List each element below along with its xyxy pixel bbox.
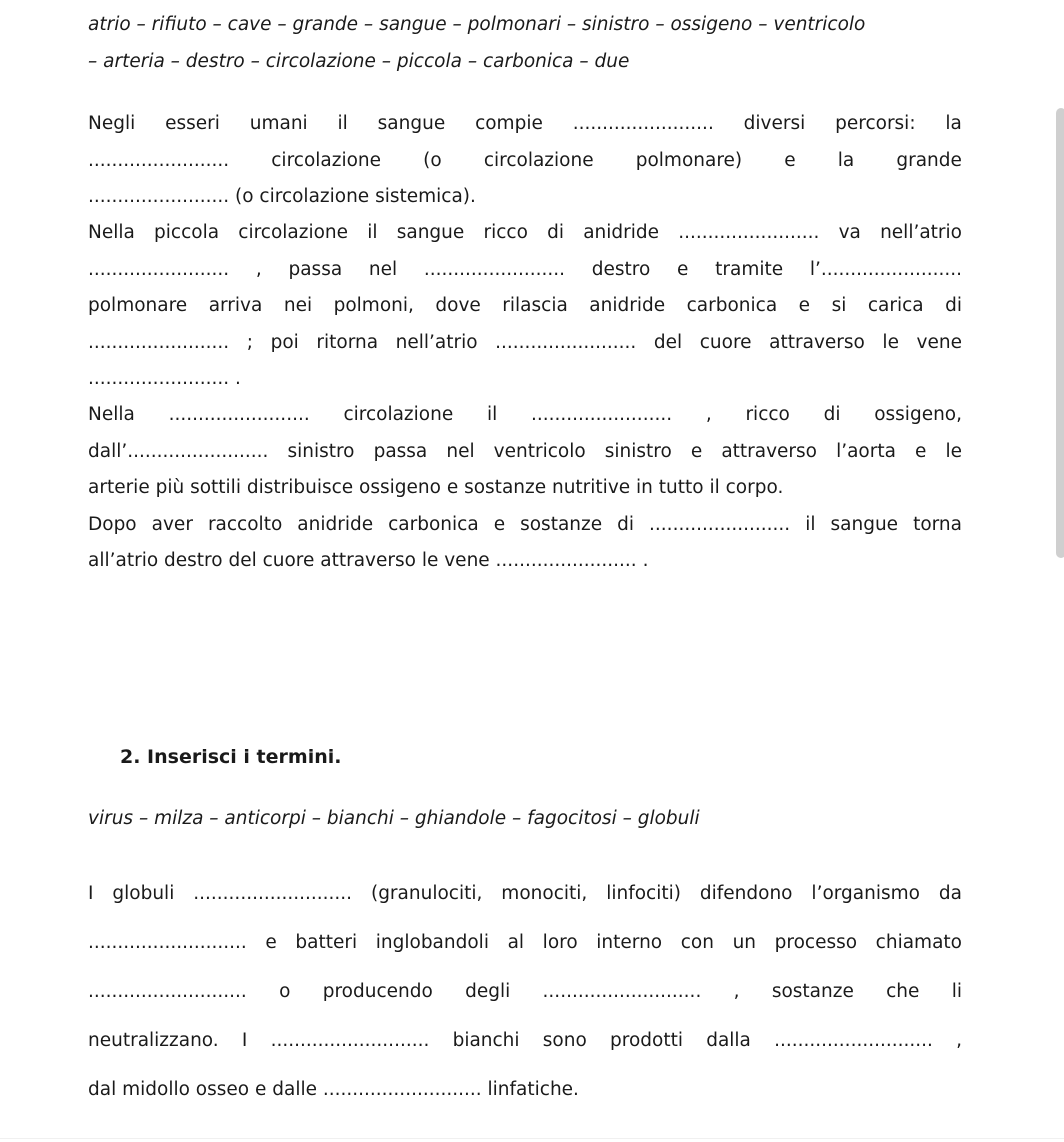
- paragraph3-line-3: arterie più sottili distribuisce ossigeno e sostanze nutritive in tutto il corpo.: [88, 477, 784, 498]
- paragraph2-line-1: Nella piccola circolazione il sangue ricco di anidride ........................ va nell’atrio: [88, 222, 962, 243]
- word: sangue: [377, 113, 446, 134]
- word-bank-line-2: – arteria – destro – circolazione – piccola – carbonica – due: [88, 51, 630, 72]
- word: la: [837, 150, 855, 171]
- paragraph3-line-2: dall’........................ sinistro passa nel ventricolo sinistro e attraverso l’aorta e le: [88, 441, 962, 462]
- word: umani: [249, 113, 308, 134]
- paragraph1-line-1: [88, 111, 962, 137]
- word: il: [337, 113, 348, 134]
- exercise2-heading: 2. Inserisci i termini.: [120, 746, 342, 768]
- word: percorsi:: [835, 113, 916, 134]
- word: Negli: [88, 113, 136, 134]
- exercise2-line-4: neutralizzano. I ........................... bianchi sono prodotti dalla ........................... ,: [88, 1030, 962, 1051]
- paragraph2-line-4: ........................ ; poi ritorna nell’atrio ........................ del cuore attraverso le vene: [88, 332, 962, 353]
- blank: ........................: [88, 150, 230, 171]
- exercise2-line-3: ........................... o producendo degli ........................... , sostanze che li: [88, 981, 962, 1002]
- scrollbar[interactable]: [1056, 108, 1064, 558]
- paragraph1-line-2: [88, 148, 962, 174]
- word: compie: [475, 113, 543, 134]
- bottom-divider: [0, 1138, 1064, 1139]
- word: polmonare): [635, 150, 743, 171]
- word: diversi: [743, 113, 806, 134]
- word: circolazione: [483, 150, 594, 171]
- exercise2-line-5: dal midollo osseo e dalle ........................... linfatiche.: [88, 1079, 579, 1100]
- exercise2-word-bank: virus – milza – anticorpi – bianchi – ghiandole – fagocitosi – globuli: [88, 808, 700, 829]
- paragraph1-line-3: ........................ (o circolazione sistemica).: [88, 186, 476, 207]
- paragraph4-line-2: all’atrio destro del cuore attraverso le vene ........................ .: [88, 550, 649, 571]
- exercise2-line-1: I globuli ........................... (granulociti, monociti, linfociti) difendono l’organismo da: [88, 883, 962, 904]
- word: la: [945, 113, 962, 134]
- paragraph4-line-1: Dopo aver raccolto anidride carbonica e sostanze di ........................ il sangue torna: [88, 514, 962, 535]
- word: esseri: [165, 113, 220, 134]
- exercise2-line-2: ........................... e batteri inglobandoli al loro interno con un processo chiamato: [88, 932, 962, 953]
- paragraph2-line-3: polmonare arriva nei polmoni, dove rilascia anidride carbonica e si carica di: [88, 295, 962, 316]
- word: circolazione: [271, 150, 382, 171]
- paragraph3-line-1: Nella ........................ circolazione il ........................ , ricco di ossigeno,: [88, 404, 962, 425]
- blank: ........................: [572, 113, 714, 134]
- paragraph2-line-2: ........................ , passa nel ........................ destro e tramite l’........................: [88, 259, 962, 280]
- word: e: [784, 150, 796, 171]
- word-bank-line-1: atrio – rifiuto – cave – grande – sangue – polmonari – sinistro – ossigeno – ventricolo: [88, 14, 866, 35]
- paragraph2-line-5: ........................ .: [88, 368, 241, 389]
- word: (o: [423, 150, 442, 171]
- word: grande: [896, 150, 962, 171]
